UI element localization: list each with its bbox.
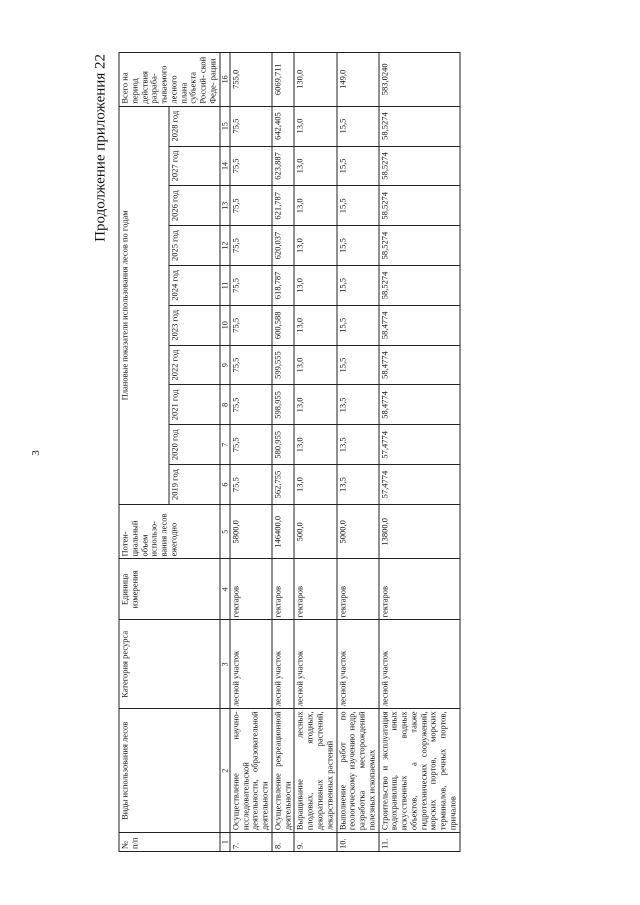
- column-index: 8: [220, 385, 230, 425]
- row-value: 13,0: [294, 106, 336, 146]
- row-value: 75,5: [230, 425, 272, 465]
- page-number: 3: [30, 450, 42, 456]
- header-unit: Единица измерения: [119, 559, 220, 620]
- row-category: лесной участок: [294, 620, 336, 709]
- row-value: 15,5: [337, 305, 379, 345]
- row-value: 620,037: [272, 226, 295, 266]
- row-value: 58,5274: [379, 186, 460, 226]
- row-value: 15,5: [337, 226, 379, 266]
- row-value: 15,5: [337, 186, 379, 226]
- row-unit: гектаров: [337, 559, 379, 620]
- header-year: 2025 год: [169, 226, 219, 266]
- row-category: лесной участок: [337, 620, 379, 709]
- header-category: Категория ресурса: [119, 620, 220, 709]
- row-potential: 500,0: [294, 504, 336, 559]
- row-potential: 5000,0: [337, 504, 379, 559]
- column-index: 3: [220, 620, 230, 709]
- column-index: 4: [220, 559, 230, 620]
- row-category: лесной участок: [272, 620, 295, 709]
- header-year: 2026 год: [169, 186, 219, 226]
- row-value: 13,0: [294, 345, 336, 385]
- row-value: 13,0: [294, 305, 336, 345]
- row-value: 75,5: [230, 465, 272, 505]
- row-total: 6069,711: [272, 53, 295, 107]
- row-value: 13,0: [294, 186, 336, 226]
- row-no: 7.: [230, 833, 272, 852]
- row-value: 621,787: [272, 186, 295, 226]
- row-no: 11.: [379, 833, 460, 852]
- row-potential: 13800,0: [379, 504, 460, 559]
- continuation-label: Продолжение приложения 22: [92, 54, 109, 242]
- row-no: 9.: [294, 833, 336, 852]
- forest-use-table: [119, 52, 461, 852]
- row-value: 15,5: [337, 146, 379, 186]
- row-value: 15,5: [337, 345, 379, 385]
- row-unit: гектаров: [272, 559, 295, 620]
- column-index: 2: [220, 709, 230, 833]
- row-kind: Осуществление рекреационной деятельности: [272, 709, 295, 833]
- row-value: 15,5: [337, 106, 379, 146]
- row-value: 75,5: [230, 146, 272, 186]
- header-kind: Виды использования лесов: [119, 709, 220, 833]
- row-value: 13,0: [294, 226, 336, 266]
- column-index: 14: [220, 146, 230, 186]
- header-year: 2024 год: [169, 266, 219, 306]
- column-index: 5: [220, 504, 230, 559]
- row-category: лесной участок: [230, 620, 272, 709]
- row-value: 562,755: [272, 465, 295, 505]
- row-value: 15,5: [337, 266, 379, 306]
- row-value: 580,955: [272, 425, 295, 465]
- row-value: 58,4774: [379, 345, 460, 385]
- column-index: 15: [220, 106, 230, 146]
- rotated-page-content: [93, 52, 548, 852]
- row-total: 149,0: [337, 53, 379, 107]
- row-unit: гектаров: [294, 559, 336, 620]
- row-value: 13,0: [294, 425, 336, 465]
- row-value: 75,5: [230, 186, 272, 226]
- row-value: 75,5: [230, 106, 272, 146]
- header-year: 2019 год: [169, 465, 219, 505]
- row-value: 75,5: [230, 385, 272, 425]
- row-unit: гектаров: [230, 559, 272, 620]
- header-total: Всего на период действия разраба- тываемого лесного плана субъекта Россий- ской Феде- рации: [119, 53, 220, 107]
- row-value: 58,4774: [379, 385, 460, 425]
- column-index: 9: [220, 345, 230, 385]
- row-value: 58,5274: [379, 266, 460, 306]
- column-index: 7: [220, 425, 230, 465]
- row-value: 75,5: [230, 266, 272, 306]
- row-potential: 5800,0: [230, 504, 272, 559]
- header-year: 2022 год: [169, 345, 219, 385]
- column-index: 6: [220, 465, 230, 505]
- row-value: 13,5: [337, 465, 379, 505]
- row-value: 642,405: [272, 106, 295, 146]
- row-potential: 146400,0: [272, 504, 295, 559]
- row-value: 75,5: [230, 305, 272, 345]
- row-no: 10.: [337, 833, 379, 852]
- row-total: 130,0: [294, 53, 336, 107]
- row-value: 57,4774: [379, 425, 460, 465]
- row-unit: гектаров: [379, 559, 460, 620]
- row-value: 618,787: [272, 266, 295, 306]
- column-index: 13: [220, 186, 230, 226]
- header-year: 2020 год: [169, 425, 219, 465]
- row-value: 75,5: [230, 226, 272, 266]
- table-row: [272, 53, 295, 852]
- row-value: 58,5274: [379, 146, 460, 186]
- row-value: 75,5: [230, 345, 272, 385]
- column-index: 1: [220, 833, 230, 852]
- row-kind: Осуществление научно-исследовательской деятельности, образовательной деятельности: [230, 709, 272, 833]
- header-potential: Потен- циальный объем использо- вания лесов ежегодно: [119, 504, 220, 559]
- row-value: 13,0: [294, 465, 336, 505]
- row-value: 13,0: [294, 266, 336, 306]
- row-value: 623,887: [272, 146, 295, 186]
- row-value: 13,0: [294, 146, 336, 186]
- row-value: 58,4774: [379, 305, 460, 345]
- row-value: 599,555: [272, 345, 295, 385]
- column-index: 11: [220, 266, 230, 306]
- header-no: № п/п: [119, 833, 220, 852]
- table-row: [294, 53, 336, 852]
- row-no: 8.: [272, 833, 295, 852]
- header-row-1: [119, 53, 169, 852]
- row-value: 57,4774: [379, 465, 460, 505]
- header-year: 2027 год: [169, 146, 219, 186]
- row-kind: Выполнение работ по геологическому изучению недр, разработка месторождений полезных ископаемых: [337, 709, 379, 833]
- row-kind: Строительство и эксплуатация водохранилищ, иных искусственных водных объектов, а также гидротехнических сооружений, морских портов, морских терминалов, речных портов, причалов: [379, 709, 460, 833]
- row-kind: Выращивание лесных плодовых, ягодных, декоративных растений, лекарственных растений: [294, 709, 336, 833]
- row-total: 583,0240: [379, 53, 460, 107]
- column-index: 12: [220, 226, 230, 266]
- row-value: 13,5: [337, 425, 379, 465]
- header-planned: Плановые показатели использования лесов по годам: [119, 106, 169, 504]
- header-year: 2028 год: [169, 106, 219, 146]
- table-row: [379, 53, 460, 852]
- row-value: 58,5274: [379, 226, 460, 266]
- table-row: [337, 53, 379, 852]
- row-value: 13,5: [337, 385, 379, 425]
- row-value: 58,5274: [379, 106, 460, 146]
- column-index: 10: [220, 305, 230, 345]
- table-row: [230, 53, 272, 852]
- row-total: 755,0: [230, 53, 272, 107]
- header-year: 2021 год: [169, 385, 219, 425]
- row-category: лесной участок: [379, 620, 460, 709]
- column-index-row: [220, 53, 230, 852]
- row-value: 598,955: [272, 385, 295, 425]
- row-value: 600,588: [272, 305, 295, 345]
- column-index: 16: [220, 53, 230, 107]
- header-year: 2023 год: [169, 305, 219, 345]
- row-value: 13,0: [294, 385, 336, 425]
